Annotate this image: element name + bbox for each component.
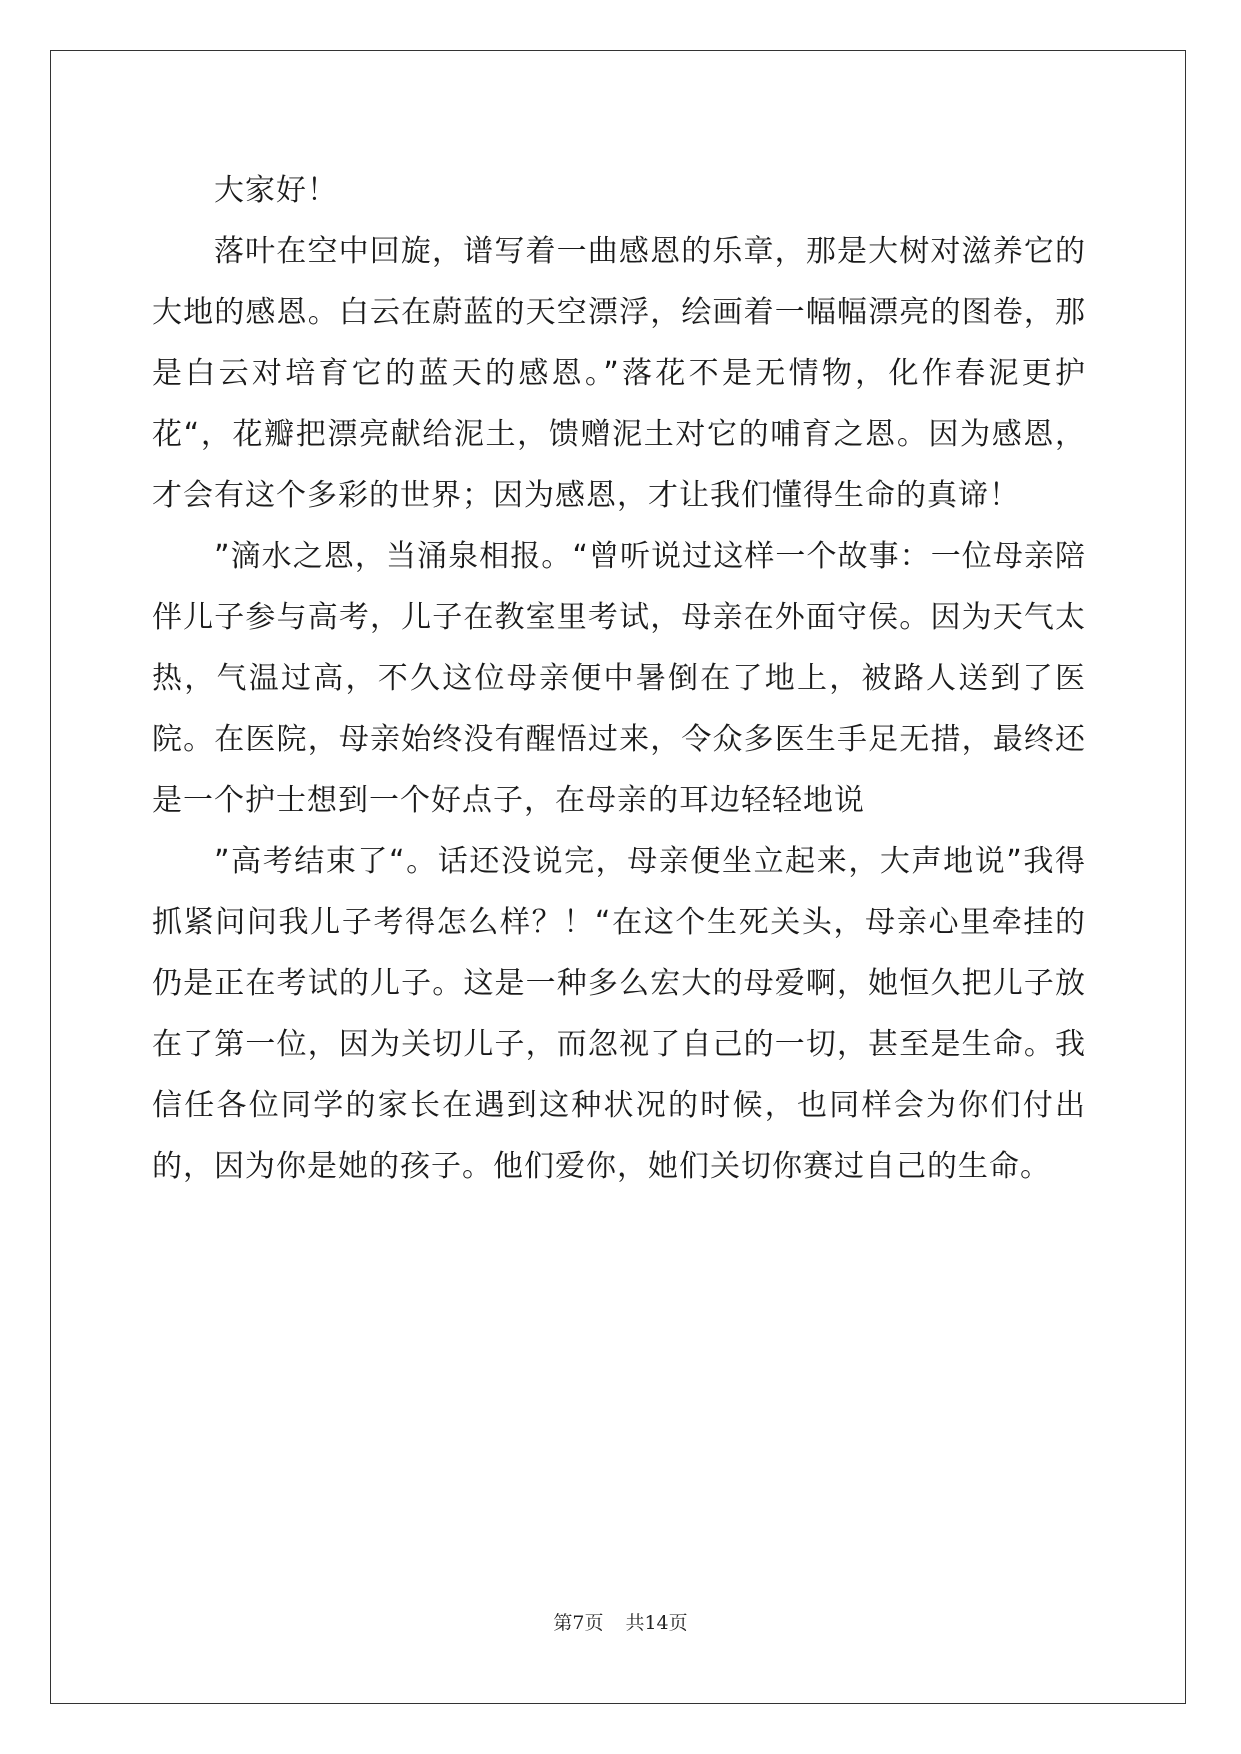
page-footer — [0, 1608, 1241, 1635]
page-total: 共14页 — [625, 1612, 688, 1634]
page-number: 第7页 — [553, 1612, 604, 1634]
paragraph-greeting: 大家好！ — [214, 173, 338, 208]
paragraph-mother-love: ”高考结束了“。话还没说完，母亲便坐立起来，大声地说”我得抓紧问问我儿子考得怎么样？！“在这个生死关头，母亲心里牵挂的仍是正在考试的儿子。这是一种多么宏大的母爱啊，她恒久把儿子放在了第一位，因为关切儿子，而忽视了自己的一切，甚至是生命。我信任各位同学的家长在遇到这种状况的时候，也同样会为你们付出的，因为你是她的孩子。他们爱你，她们关切你赛过自己的生命。 — [152, 844, 1086, 1184]
paragraph-mother-story: ”滴水之恩，当涌泉相报。“曾听说过这样一个故事：一位母亲陪伴儿子参与高考，儿子在教室里考试，母亲在外面守侯。因为天气太热，气温过高，不久这位母亲便中暑倒在了地上，被路人送到了医院。在医院，母亲始终没有醒悟过来，令众多医生手足无措，最终还是一个护士想到一个好点子，在母亲的耳边轻轻地说 — [152, 539, 1086, 818]
document-body — [152, 160, 1086, 1197]
paragraph-gratitude-nature: 落叶在空中回旋，谱写着一曲感恩的乐章，那是大树对滋养它的大地的感恩。白云在蔚蓝的天空漂浮，绘画着一幅幅漂亮的图卷，那是白云对培育它的蓝天的感恩。”落花不是无情物，化作春泥更护花“，花瓣把漂亮献给泥土，馈赠泥土对它的哺育之恩。因为感恩，才会有这个多彩的世界；因为感恩，才让我们懂得生命的真谛！ — [152, 234, 1086, 513]
